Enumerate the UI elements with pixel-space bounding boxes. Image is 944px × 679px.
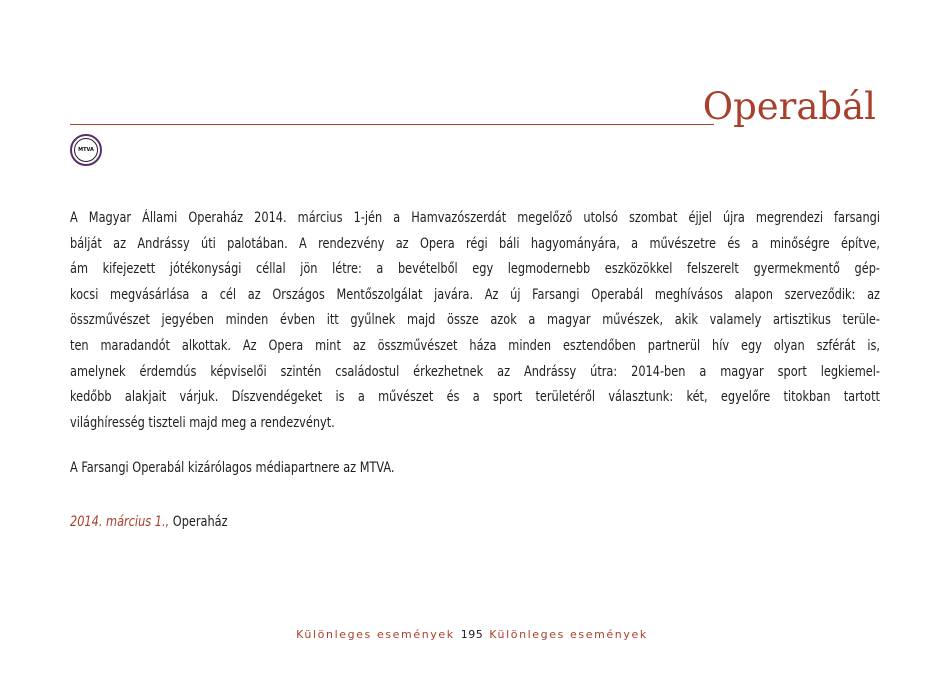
page-title: Operabál [702,85,876,128]
footer-section-left: Különleges események [296,628,455,641]
article-line: amelynek érdemdús képviselői szintén családostul érkezhetnek az Andrássy útra: 2014-ben a magyar sport legkiemel- [70,363,880,380]
article-line: bálját az Andrássy úti palotában. A rendezvény az Opera régi báli hagyományára, a művészetre és a minőségre építve, [70,235,880,252]
footer-section-right: Különleges események [489,628,648,641]
article-line: világhíresség tiszteli majd meg a rendezvényt. [70,414,335,431]
title-rule [70,124,714,125]
article-line: kedőbb alakjait várjuk. Díszvendégeket is a művészet és a sport területéről választunk: két, egyelőre titokban tartott [70,389,880,406]
dateline [70,514,228,530]
page-footer [0,628,944,641]
dateline-place: Operaház [169,514,228,530]
article-line: A Magyar Állami Operaház 2014. március 1-jén a Hamvazószerdát megelőző utolsó szombat éjjel újra megrendezi farsangi [70,210,880,226]
article-line: összművészet jegyében minden évben itt gyűlnek majd össze azok a magyar művészek, akik valamely artisztikus terüle- [70,312,880,329]
article-line: kocsi megvásárlása a cél az Országos Mentőszolgálat javára. Az új Farsangi Operabál meghívásos alapon szerveződik: az [70,286,880,303]
dateline-date: 2014. március 1., [70,514,170,530]
article-body [70,206,880,436]
article-paragraph [70,206,880,436]
article-line: ám kifejezett jótékonysági céllal jön létre: a bevételből egy legmodernebb eszközökkel felszerelt gyermekmentő gép- [70,261,880,278]
article-line: ten maradandót alkottak. Az Opera mint az összművészet háza minden esztendőben partnerül hív egy olyan szférát is, [70,337,880,354]
page-number: 195 [460,628,484,641]
mtva-logo-text: MTVA [74,138,98,162]
mtva-logo [70,134,102,166]
media-partner-paragraph: A Farsangi Operabál kizárólagos médiapartnere az MTVA. [70,460,395,476]
